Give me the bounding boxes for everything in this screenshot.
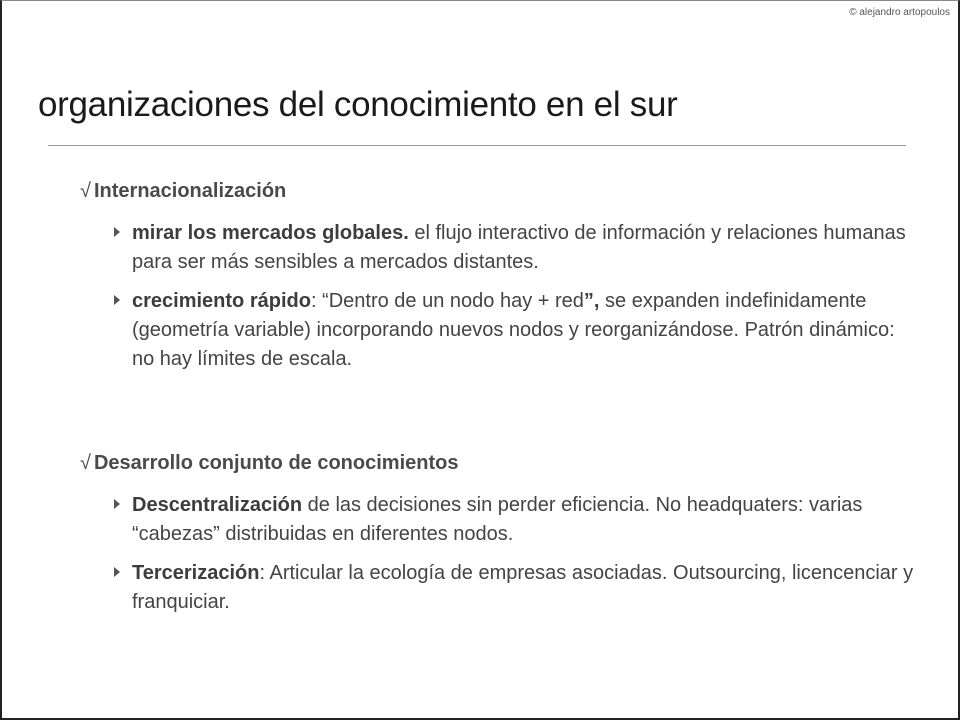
triangle-bullet-icon [114, 499, 120, 509]
bullet-text: : Articular la ecología de empresas asociadas. Outsourcing, licencenciar y franquiciar. [132, 562, 914, 613]
bullet-text: : “Dentro de un nodo hay + red [310, 290, 584, 312]
triangle-bullet-icon [114, 567, 120, 577]
bullet-item [132, 287, 940, 374]
copyright-notice: © alejandro artopoulos [849, 7, 950, 18]
title-divider [48, 145, 906, 146]
bullet-lead: crecimiento rápido [132, 290, 311, 312]
bullet-quote-mark: ”, [583, 290, 600, 312]
section-heading [80, 180, 940, 203]
section-internacionalizacion [80, 180, 940, 384]
section-heading-text: Desarrollo conjunto de conocimientos [93, 452, 459, 474]
bullet-item [132, 219, 940, 277]
bullet-text: de las decisiones sin perder eficiencia. No headquaters: varias “cabezas” distribuidas en diferentes nodos. [132, 494, 863, 545]
bullet-item [132, 559, 940, 617]
section-heading-text: Internacionalización [93, 180, 287, 202]
bullet-text: el flujo interactivo de información y relaciones humanas para ser más sensibles a mercados distantes. [132, 222, 906, 273]
checkmark-icon: √ [80, 452, 91, 474]
triangle-bullet-icon [114, 227, 120, 237]
bullet-item [132, 491, 940, 549]
bullet-lead: Descentralización [132, 494, 303, 516]
triangle-bullet-icon [114, 295, 120, 305]
bullet-text: se expanden indefinidamente (geometría variable) incorporando nuevos nodos y reorganizándose. Patrón dinámico: no hay límites de escala. [132, 290, 895, 370]
slide-title: organizaciones del conocimiento en el sur [38, 85, 678, 124]
section-desarrollo-conjunto [80, 452, 940, 627]
bullet-lead: mirar los mercados globales. [132, 222, 409, 244]
bullet-lead: Tercerización [132, 562, 260, 584]
checkmark-icon: √ [80, 180, 91, 202]
section-heading [80, 452, 940, 475]
